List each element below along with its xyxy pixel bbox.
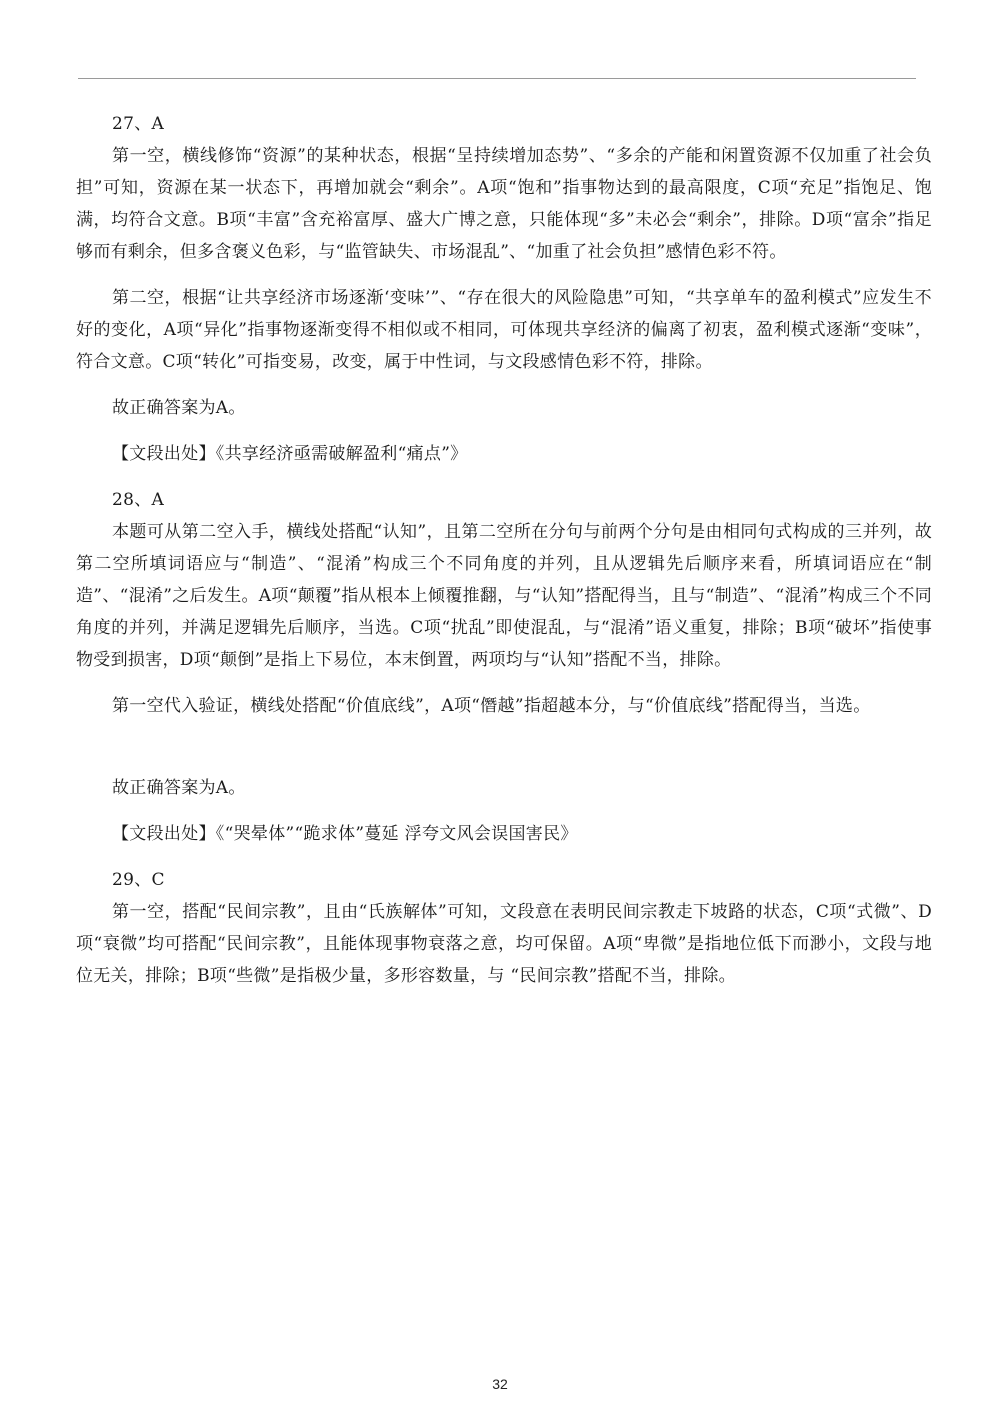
q28-heading: 28、A [112, 490, 165, 510]
q28-blank1-explanation: 第一空代入验证，横线处搭配“价值底线”，A项“僭越”指超越本分，与“价值底线”搭配得当，当选。 [112, 696, 871, 716]
q27-source: 【文段出处】《共享经济亟需破解盈利“痛点”》 [112, 444, 468, 464]
q29-blank1-explanation: 第一空，搭配“民间宗教”，且由“氏族解体”可知，文段意在表明民间宗教走下坡路的状态，C项“式微”、D项“衰微”均可搭配“民间宗教”，且能体现事物衰落之意，均可保留。A项“卑微”是指地位低下而渺小，文段与地位无关，排除；B项“些微”是指极少量，多形容数量，与 “民间宗教”搭配不当，排除。 [76, 902, 932, 986]
header-rule [78, 78, 916, 79]
q29-heading: 29、C [112, 870, 165, 890]
q28-answer: 故正确答案为A。 [112, 778, 246, 798]
q28-source: 【文段出处】《“哭晕体”“跪求体”蔓延 浮夸文风会误国害民》 [112, 824, 578, 844]
q27-blank2-explanation: 第二空，根据“让共享经济市场逐渐‘变味’”、“存在很大的风险隐患”可知，“共享单车的盈利模式”应发生不好的变化，A项“异化”指事物逐渐变得不相似或不相同，可体现共享经济的偏离了初衷，盈利模式逐渐“变味”，符合文意。C项“转化”可指变易，改变，属于中性词，与文段感情色彩不符，排除。 [76, 288, 932, 372]
q27-blank1-explanation: 第一空，横线修饰“资源”的某种状态，根据“呈持续增加态势”、“多余的产能和闲置资源不仅加重了社会负担”可知，资源在某一状态下，再增加就会“剩余”。A项“饱和”指事物达到的最高限度，C项“充足”指饱足、饱满，均符合文意。B项“丰富”含充裕富厚、盛大广博之意，只能体现“多”未必会“剩余”，排除。D项“富余”指足够而有剩余，但多含褒义色彩，与“监管缺失、市场混乱”、“加重了社会负担”感情色彩不符。 [76, 146, 932, 262]
document-body [76, 108, 932, 992]
q27-answer: 故正确答案为A。 [112, 398, 246, 418]
q27-heading: 27、A [112, 114, 165, 134]
q28-explanation: 本题可从第二空入手，横线处搭配“认知”，且第二空所在分句与前两个分句是由相同句式构成的三并列，故第二空所填词语应与“制造”、“混淆”构成三个不同角度的并列，且从逻辑先后顺序来看，所填词语应在“制造”、“混淆”之后发生。A项“颠覆”指从根本上倾覆推翻，与“认知”搭配得当，且与“制造”、“混淆”构成三个不同角度的并列，并满足逻辑先后顺序，当选。C项“扰乱”即使混乱，与“混淆”语义重复，排除；B项“破坏”指使事物受到损害，D项“颠倒”是指上下易位，本末倒置，两项均与“认知”搭配不当，排除。 [76, 522, 932, 670]
page-number: 32 [492, 1376, 508, 1392]
